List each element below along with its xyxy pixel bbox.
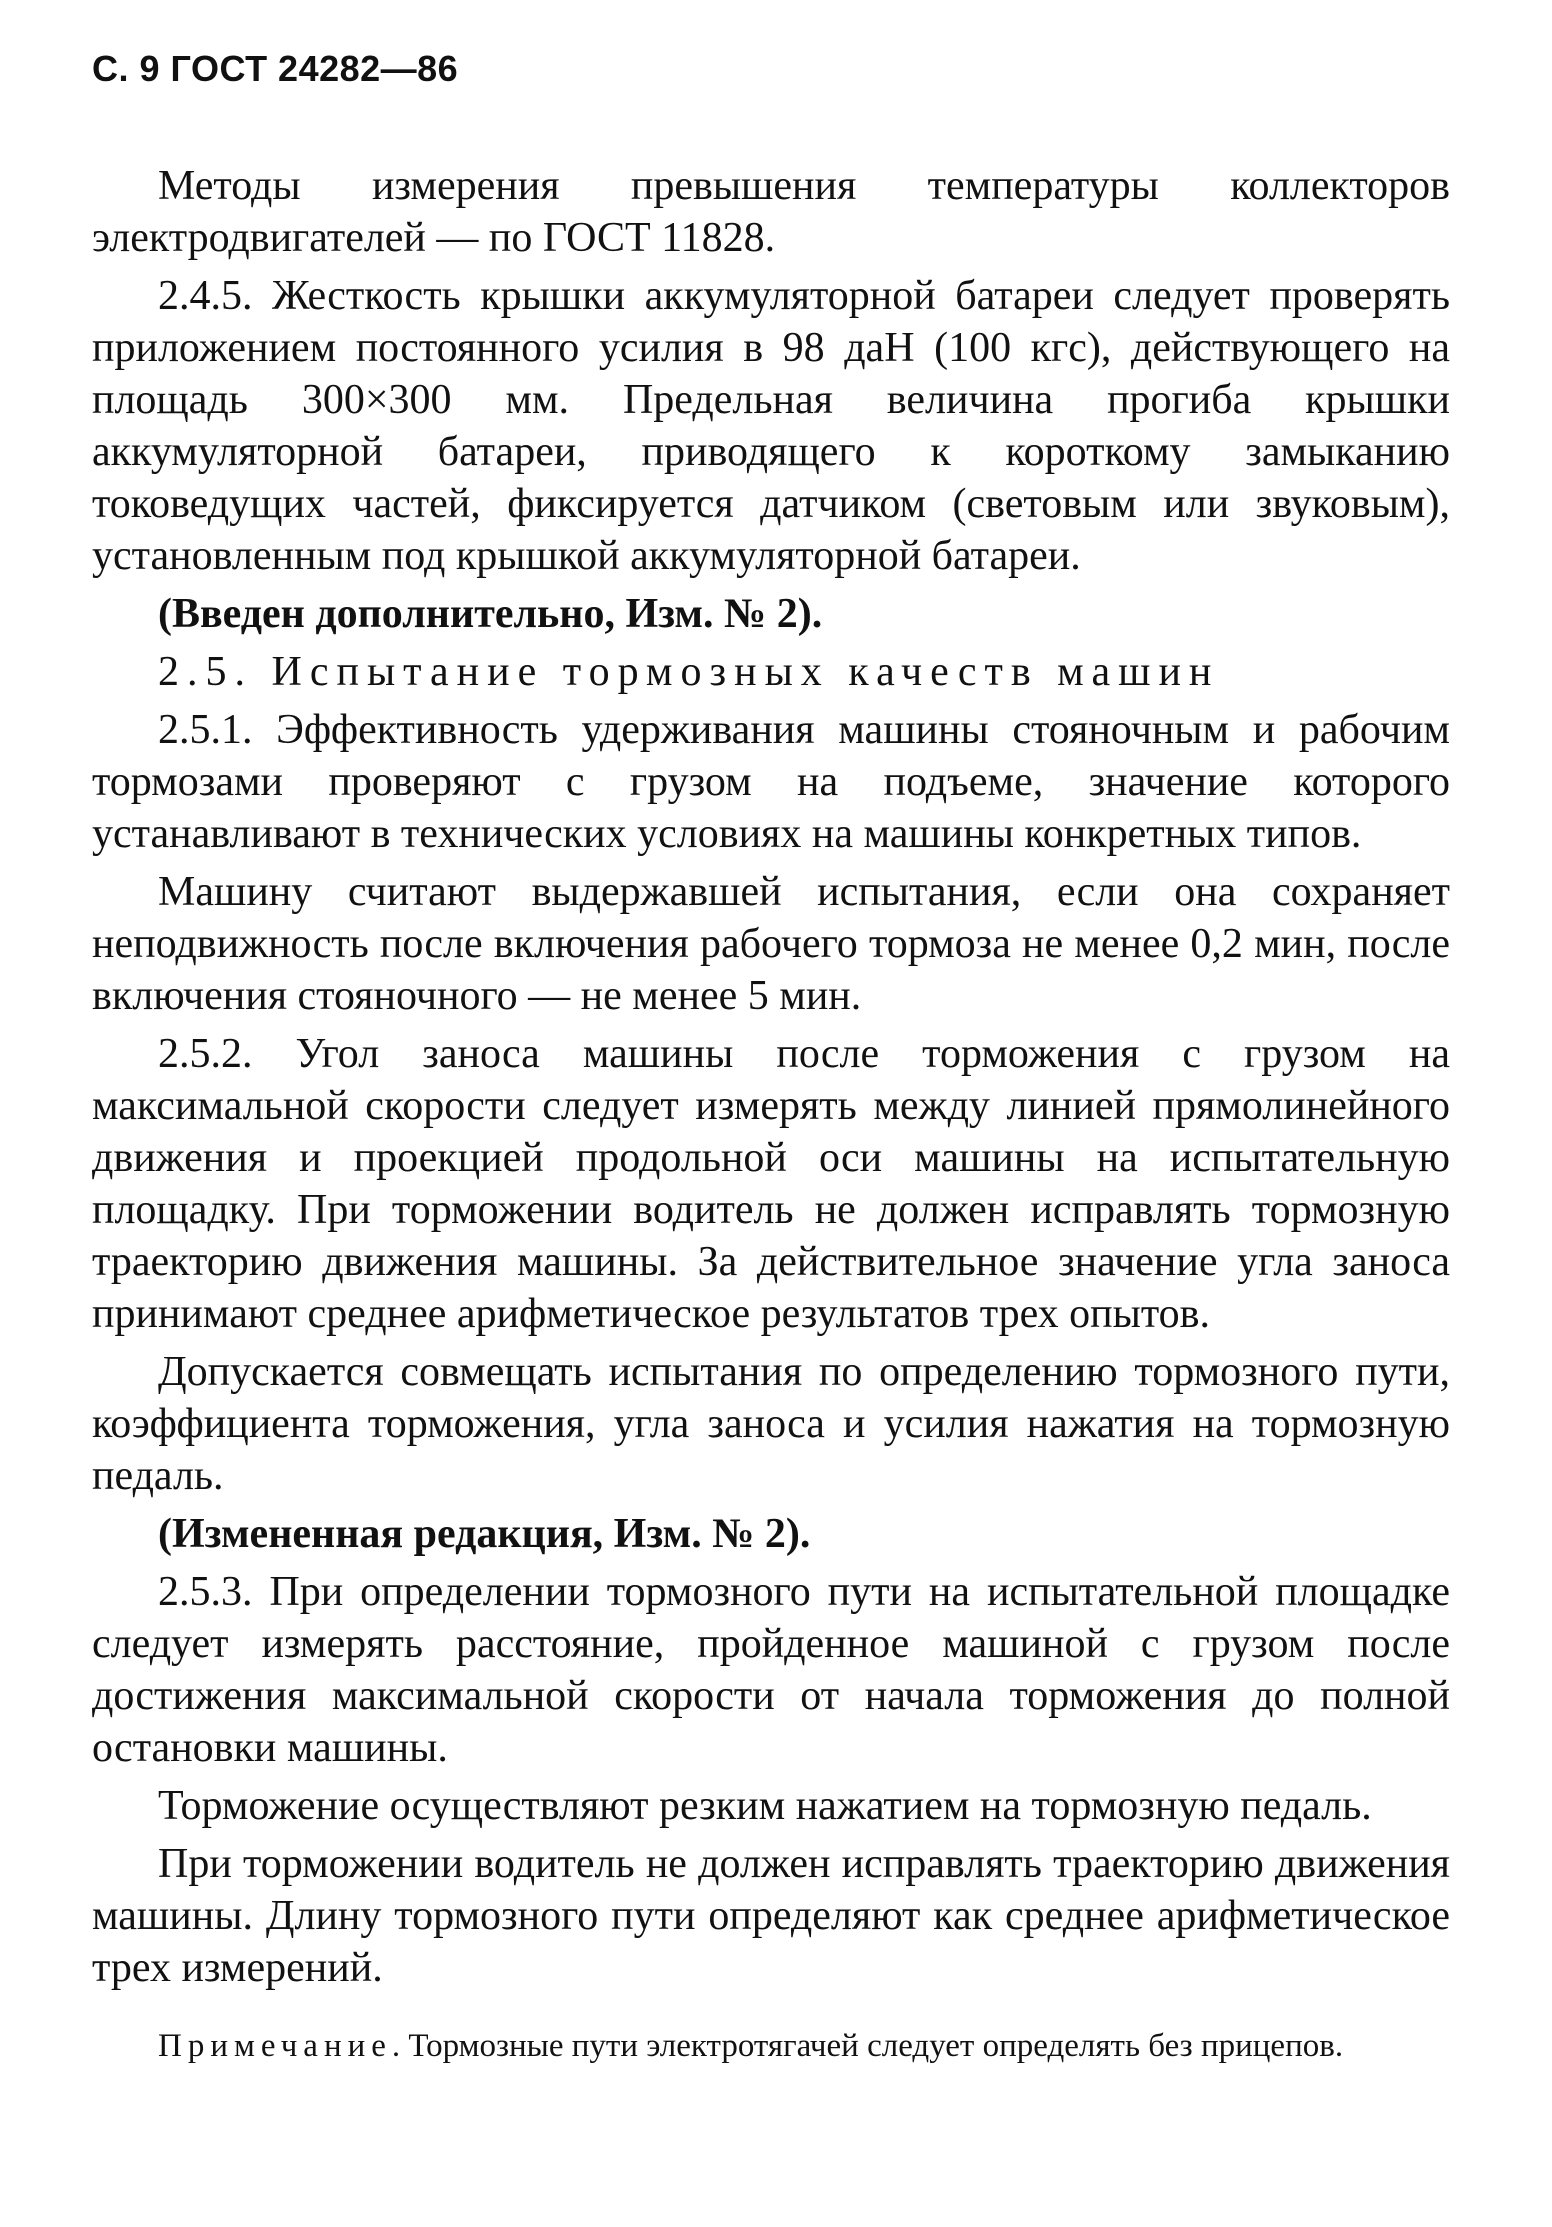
paragraph-2-5-3-trajectory: При торможении водитель не должен исправлять траекторию движения машины. Длину тормозного пути определяют как среднее арифметическое трех измерений. <box>92 1841 1450 1991</box>
document-page <box>92 48 1450 2067</box>
paragraph-2-5-3: 2.5.3. При определении тормозного пути на испытательной площадке следует измерять расстояние, пройденное машиной с грузом после достижения максимальной скорости от начала торможения до полной остановки машины. <box>92 1569 1450 1771</box>
note-text: . Тормозные пути электротягачей следует определять без прицепов. <box>391 2028 1344 2064</box>
amendment-note-introduced: (Введен дополнительно, Изм. № 2). <box>158 591 823 637</box>
paragraph-2-4-5: 2.4.5. Жесткость крышки аккумуляторной батареи следует проверять приложением постоянного усилия в 98 даН (100 кгс), действующего на площадь 300×300 мм. Предельная величина прогиба крышки аккумуляторной батареи, приводящего к короткому замыканию токоведущих частей, фиксируется датчиком (световым или звуковым), установленным под крышкой аккумуляторной батареи. <box>92 273 1450 579</box>
paragraph-2-5-3-braking: Торможение осуществляют резким нажатием на тормозную педаль. <box>158 1783 1372 1829</box>
paragraph-2-5-2-combined: Допускается совмещать испытания по определению тормозного пути, коэффициента торможения, угла заноса и усилия нажатия на тормозную педаль. <box>92 1349 1450 1499</box>
amendment-note-revised: (Измененная редакция, Изм. № 2). <box>158 1511 811 1557</box>
paragraph-2-5-1: 2.5.1. Эффективность удерживания машины стояночным и рабочим тормозами проверяют с грузом на подъеме, значение которого устанавливают в технических условиях на машины конкретных типов. <box>92 707 1450 857</box>
note <box>92 2026 1450 2067</box>
note-label: Примечание <box>158 2028 392 2064</box>
section-title-2-5: 2.5. Испытание тормозных качеств машин <box>158 649 1220 695</box>
paragraph-methods: Методы измерения превышения температуры коллекторов электродвигателей — по ГОСТ 11828. <box>92 163 1450 261</box>
page-header: С. 9 ГОСТ 24282—86 <box>92 48 459 89</box>
paragraph-2-5-2: 2.5.2. Угол заноса машины после торможения с грузом на максимальной скорости следует измерять между линией прямолинейного движения и проекцией продольной оси машины на испытательную площадку. При торможении водитель не должен исправлять тормозную траекторию движения машины. За действительное значение угла заноса принимают среднее арифметическое результатов трех опытов. <box>92 1031 1450 1337</box>
paragraph-2-5-1-criteria: Машину считают выдержавшей испытания, если она сохраняет неподвижность после включения рабочего тормоза не менее 0,2 мин, после включения стояночного — не менее 5 мин. <box>92 869 1450 1019</box>
